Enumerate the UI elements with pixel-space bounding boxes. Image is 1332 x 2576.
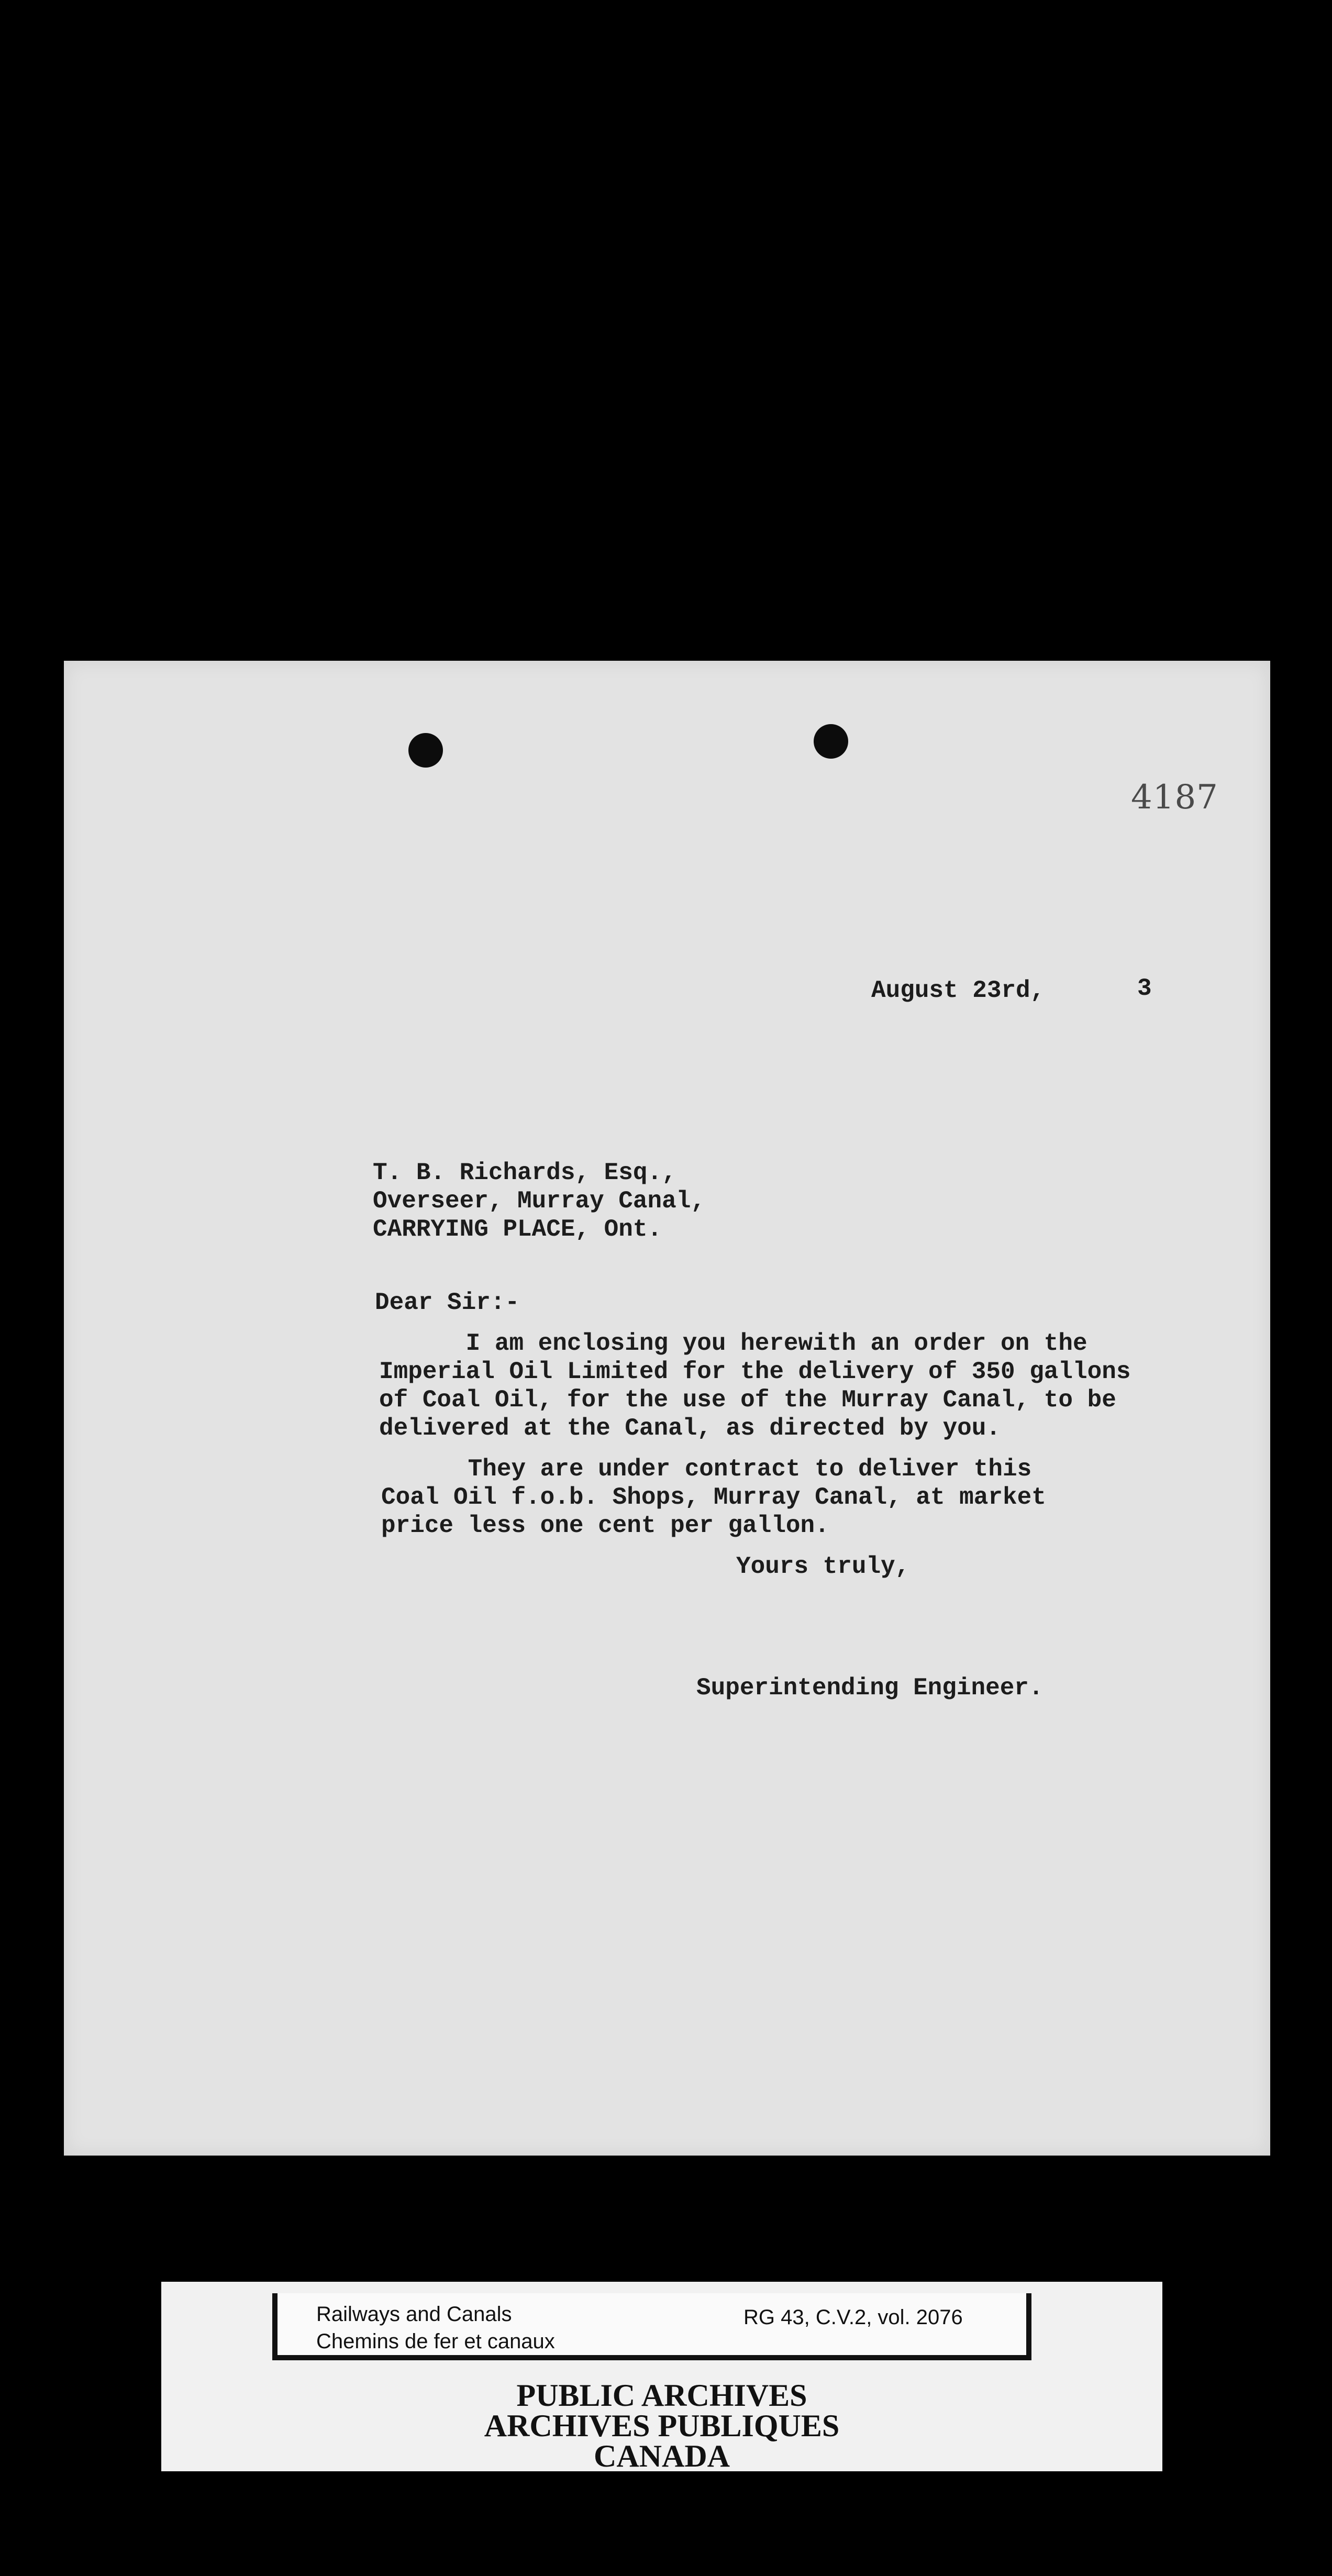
page-number: 4187: [1131, 778, 1218, 817]
body-line: They are under contract to deliver this: [381, 1456, 1032, 1483]
salutation: Dear Sir:-: [375, 1289, 520, 1316]
address-line: CARRYING PLACE, Ont.: [373, 1216, 662, 1243]
address-line: T. B. Richards, Esq.,: [373, 1159, 676, 1186]
closing: Yours truly,: [736, 1553, 910, 1580]
body-line: of Coal Oil, for the use of the Murray Canal, to be: [379, 1386, 1116, 1414]
archives-line-2: ARCHIVES PUBLIQUES: [484, 2408, 840, 2443]
letter-date: August 23rd,: [871, 977, 1045, 1004]
body-line: delivered at the Canal, as directed by you.: [379, 1415, 1001, 1442]
body-line: Imperial Oil Limited for the delivery of 350 gallons: [379, 1358, 1131, 1385]
body-line: Coal Oil f.o.b. Shops, Murray Canal, at market: [381, 1484, 1046, 1511]
body-line: I am enclosing you herewith an order on the: [379, 1330, 1087, 1357]
department-french: Chemins de fer et canaux: [316, 2330, 555, 2353]
body-line: price less one cent per gallon.: [381, 1512, 829, 1539]
archives-line-1: PUBLIC ARCHIVES: [516, 2378, 807, 2413]
address-line: Overseer, Murray Canal,: [373, 1187, 705, 1215]
archives-line-3: CANADA: [594, 2439, 730, 2473]
archive-reference: RG 43, C.V.2, vol. 2076: [743, 2306, 963, 2329]
punch-hole-left: [408, 733, 443, 768]
punch-hole-right: [814, 724, 848, 759]
signature-title: Superintending Engineer.: [696, 1674, 1044, 1702]
letter-date-suffix: 3: [1137, 975, 1152, 1002]
department-english: Railways and Canals: [316, 2303, 512, 2326]
